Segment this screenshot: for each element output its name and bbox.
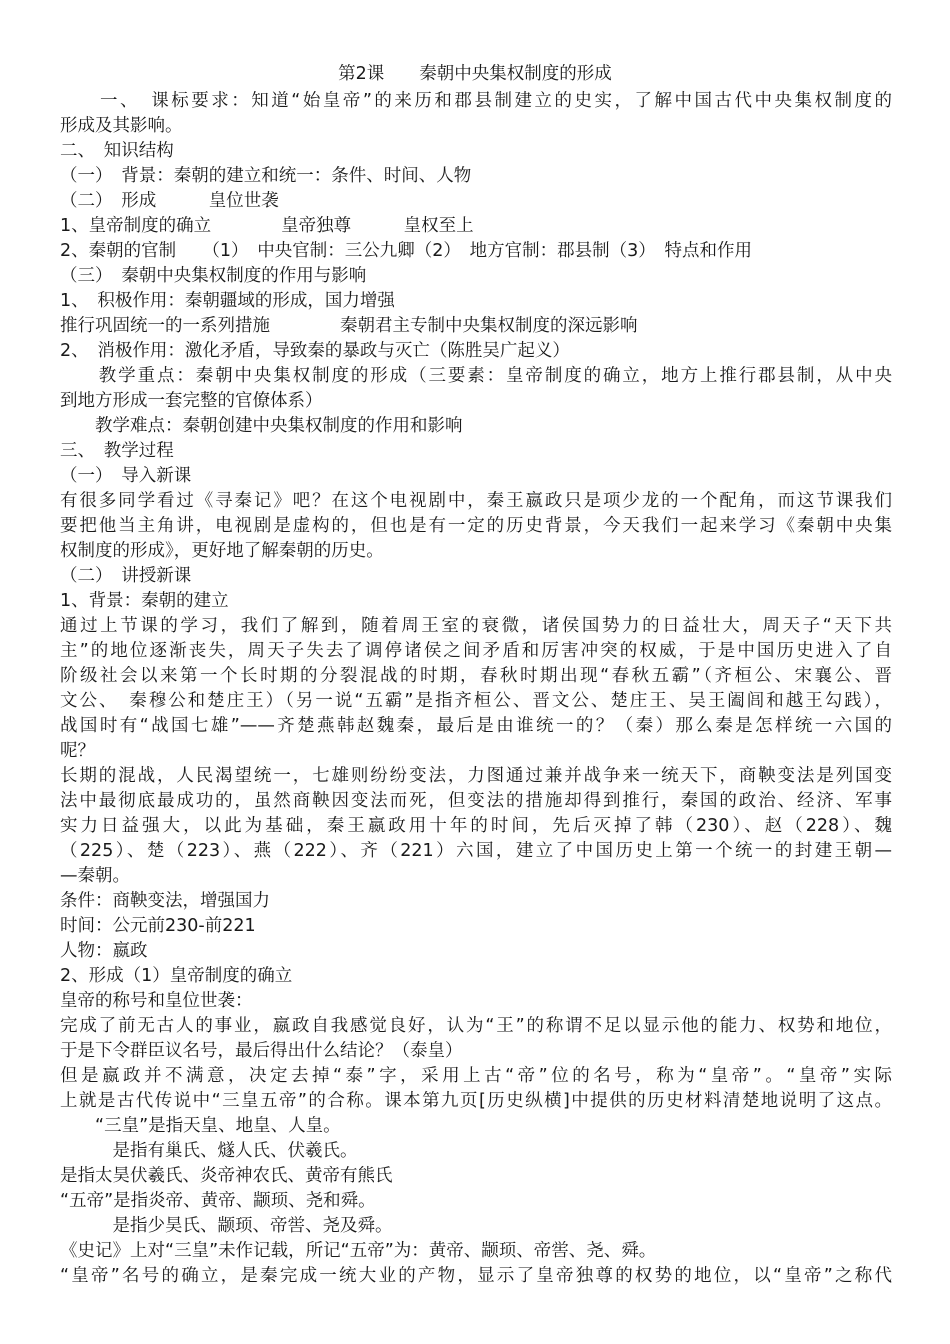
paragraph-line: 1、背景：秦朝的建立 [60,591,229,611]
paragraph-line: “五帝”是指炎帝、黄帝、颛顼、尧和舜。 [60,1191,376,1211]
paragraph-line: （一） 导入新课 [60,466,192,486]
paragraph-line: 完成了前无古人的事业，嬴政自我感觉良好，认为“王”的称谓不足以显示他的能力、权势和地位， [60,1016,892,1036]
paragraph-line: 到地方形成一套完整的官僚体系） [60,391,323,411]
paragraph-line: 文公、 秦穆公和楚庄王）（另一说“五霸”是指齐桓公、晋文公、楚庄王、吴王阖闾和越王勾践）， [60,691,892,711]
paragraph-line: 教学难点：秦朝创建中央集权制度的作用和影响 [60,416,463,436]
paragraph-line: 推行巩固统一的一系列措施 秦朝君主专制中央集权制度的深远影响 [60,316,638,336]
paragraph-line: 是指少昊氏、颛顼、帝喾、尧及舜。 [60,1216,393,1236]
section-heading: 二、 知识结构 [60,141,174,161]
paragraph-line: 是指有巢氏、燧人氏、伏羲氏。 [60,1141,358,1161]
paragraph-line: 法中最彻底最成功的，虽然商鞅因变法而死，但变法的措施却得到推行，秦国的政治、经济、军事 [60,791,892,811]
paragraph-line: 是指太昊伏羲氏、炎帝神农氏、黄帝有熊氏 [60,1166,393,1186]
paragraph-line: “皇帝”名号的确立，是秦完成一统大业的产物，显示了皇帝独尊的权势的地位，以“皇帝”之称代 [60,1266,892,1286]
paragraph-line: 2、 消极作用：激化矛盾，导致秦的暴政与灭亡（陈胜吴广起义） [60,341,570,361]
paragraph-line: “三皇”是指天皇、地皇、人皇。 [60,1116,341,1136]
paragraph-line: 时间：公元前230-前221 [60,916,256,936]
paragraph-line: 要把他当主角讲，电视剧是虚构的，但也是有一定的历史背景，今天我们一起来学习《秦朝中央集 [60,516,892,536]
paragraph-line: 通过上节课的学习，我们了解到，随着周王室的衰微，诸侯国势力的日益壮大，周天子“天下共 [60,616,892,636]
paragraph-line: 长期的混战，人民渴望统一，七雄则纷纷变法，力图通过兼并战争来一统天下，商鞅变法是列国变 [60,766,892,786]
paragraph-line: （二） 形成 皇位世袭 [60,191,279,211]
paragraph-line: 教学重点：秦朝中央集权制度的形成（三要素：皇帝制度的确立，地方上推行郡县制，从中央 [60,366,892,386]
paragraph-line: 2、秦朝的官制 （1） 中央官制：三公九卿（2） 地方官制：郡县制（3） 特点和作用 [60,241,753,261]
paragraph-line: 战国时有“战国七雄”——齐楚燕韩赵魏秦，最后是由谁统一的？（秦）那么秦是怎样统一六国的 [60,716,892,736]
paragraph-line: 皇帝的称号和皇位世袭： [60,991,253,1011]
paragraph-line: 权制度的形成》，更好地了解秦朝的历史。 [60,541,384,561]
paragraph-line: 阶级社会以来第一个长时期的分裂混战的时期，春秋时期出现“春秋五霸”（齐桓公、宋襄公、晋 [60,666,892,686]
paragraph-line: 人物：嬴政 [60,941,148,961]
section-heading: 三、 教学过程 [60,441,174,461]
paragraph-line: 上就是古代传说中“三皇五帝”的合称。课本第九页[历史纵横]中提供的历史材料清楚地说明了这点。 [60,1091,892,1111]
paragraph-line: —秦朝。 [60,866,130,886]
paragraph-line: 但是嬴政并不满意，决定去掉“泰”字，采用上古“帝”位的名号，称为“皇帝”。“皇帝”实际 [60,1066,892,1086]
paragraph-line: 2、形成（1）皇帝制度的确立 [60,966,293,986]
page-title: 第2课 秦朝中央集权制度的形成 [338,64,612,84]
paragraph-line: 条件：商鞅变法，增强国力 [60,891,270,911]
paragraph-line: 1、 积极作用：秦朝疆域的形成，国力增强 [60,291,395,311]
paragraph-line: （225）、楚（223）、燕（222）、齐（221）六国，建立了中国历史上第一个统一的封建王朝— [60,841,892,861]
paragraph-line: 实力日益强大，以此为基础，秦王嬴政用十年的时间，先后灭掉了韩（230）、赵（228）、魏 [60,816,892,836]
paragraph-line: 1、皇帝制度的确立 皇帝独尊 皇权至上 [60,216,474,236]
paragraph-line: 形成及其影响。 [60,116,183,136]
paragraph-line: （三） 秦朝中央集权制度的作用与影响 [60,266,367,286]
paragraph-line: 《史记》上对“三皇”未作记载，所记“五帝”为：黄帝、颛顼、帝喾、尧、舜。 [60,1241,657,1261]
paragraph-line: （一） 背景：秦朝的建立和统一：条件、时间、人物 [60,166,472,186]
paragraph-line: 于是下令群臣议名号，最后得出什么结论？（泰皇） [60,1041,463,1061]
paragraph-line: 有很多同学看过《寻秦记》吧？在这个电视剧中，秦王嬴政只是项少龙的一个配角，而这节课我们 [60,491,892,511]
paragraph-line: 呢？ [60,741,95,761]
paragraph-line: （二） 讲授新课 [60,566,192,586]
paragraph-line: 一、 课标要求：知道“始皇帝”的来历和郡县制建立的史实，了解中国古代中央集权制度的 [60,91,892,111]
paragraph-line: 主”的地位逐渐丧失，周天子失去了调停诸侯之间矛盾和厉害冲突的权威，于是中国历史进入了自 [60,641,892,661]
